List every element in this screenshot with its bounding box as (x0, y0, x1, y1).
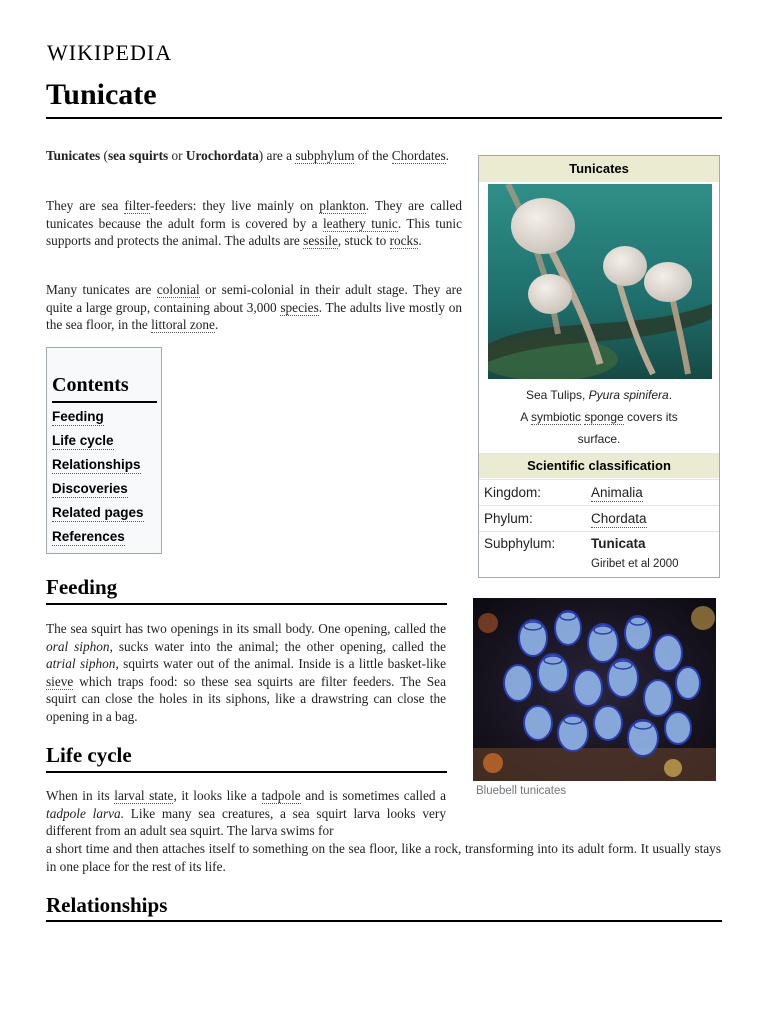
taxobox-row-subphylum: Subphylum: Tunicata Giribet et al 2000 (479, 531, 719, 578)
taxobox (478, 155, 720, 578)
link-sponge[interactable]: sponge (584, 410, 624, 424)
toc-item-related-pages[interactable]: Related pages (52, 505, 144, 520)
relationships-divider (46, 920, 722, 922)
toc-divider (52, 401, 157, 403)
link-littoral-zone[interactable]: littoral zone (151, 317, 215, 332)
wikipedia-logo[interactable]: WIKIPEDIA (47, 40, 173, 65)
section-heading-life-cycle: Life cycle (46, 743, 132, 767)
toc-title: Contents (52, 374, 129, 396)
life-cycle-paragraph-part-1: When in its larval state, it looks like a tadpole and is sometimes called a tadpole larva. Like many sea creatures, a sea squirt larva looks very different from an adult sea squirt. The larva swims for (46, 788, 446, 838)
link-colonial[interactable]: colonial (156, 282, 200, 297)
link-animalia[interactable]: Animalia (591, 485, 643, 500)
section-heading-relationships: Relationships (46, 893, 168, 917)
link-filter[interactable]: filter (124, 198, 150, 213)
link-symbiotic[interactable]: symbiotic (530, 410, 581, 424)
life-cycle-divider (46, 771, 447, 773)
taxobox-title: Tunicates (479, 156, 719, 182)
toc-item-discoveries[interactable]: Discoveries (52, 481, 128, 496)
toc-item-relationships[interactable]: Relationships (52, 457, 141, 472)
link-leathery-tunic[interactable]: leathery tunic (322, 215, 398, 231)
section-heading-feeding: Feeding (46, 575, 118, 599)
scientific-classification-header[interactable]: Scientific classification (479, 453, 719, 478)
bluebell-tunicates-image[interactable] (473, 598, 716, 781)
taxobox-row-kingdom: Kingdom: Animalia (479, 479, 719, 506)
link-subphylum[interactable]: subphylum (295, 148, 355, 163)
taxobox-caption: Sea Tulips, Pyura spinifera. A symbiotic sponge covers its surface. (520, 388, 678, 446)
page-title: Tunicate (46, 78, 157, 111)
toc-item-life-cycle[interactable]: Life cycle (52, 433, 114, 448)
feeding-paragraph: The sea squirt has two openings in its small body. One opening, called the oral siphon, sucks water into the animal; the other opening, called the atrial siphon, squirts water out of the animal. Inside is a little basket-like sieve which traps food: so these sea squirts are filter feeders. The Sea squirt can close the holes in its siphons, like a drawstring can close the opening in a bag. (46, 621, 447, 724)
link-sieve[interactable]: sieve (46, 673, 74, 689)
link-chordata[interactable]: Chordata (591, 511, 647, 526)
sea-tulips-image[interactable] (488, 184, 712, 379)
intro-paragraph-3: Many tunicates are colonial or semi-colonial in their adult stage. They are quite a large group, containing about 3,000 species. The adults live mostly on the sea floor, in the littoral zone. (46, 282, 463, 332)
link-chordates[interactable]: Chordates (391, 148, 446, 163)
table-of-contents (46, 347, 162, 554)
link-larval-state[interactable]: larval state (114, 788, 174, 803)
intro-paragraph-1: Tunicates (sea squirts or Urochordata) are a subphylum of the Chordates. (46, 148, 449, 163)
link-tadpole[interactable]: tadpole (261, 788, 301, 803)
link-plankton[interactable]: plankton (319, 198, 366, 213)
intro-paragraph-2: They are sea filter-feeders: they live mainly on plankton. They are called tunicates because the adult form is covered by a leathery tunic. This tunic supports and protects the animal. The adults are sessile, stuck to rocks. (46, 198, 463, 248)
toc-item-references[interactable]: References (52, 529, 125, 544)
taxobox-row-phylum: Phylum: Chordata (479, 505, 719, 532)
bluebell-caption: Bluebell tunicates (476, 785, 567, 797)
title-divider (46, 117, 722, 119)
feeding-divider (46, 603, 447, 605)
link-sessile[interactable]: sessile (303, 233, 338, 248)
toc-item-feeding[interactable]: Feeding (52, 409, 104, 424)
life-cycle-paragraph-part-2: a short time and then attaches itself to something on the sea floor, like a rock, transforming into its adult form. It usually stays in one place for the rest of its life. (46, 841, 721, 874)
link-species[interactable]: species (280, 299, 319, 315)
link-rocks[interactable]: rocks (389, 233, 419, 248)
